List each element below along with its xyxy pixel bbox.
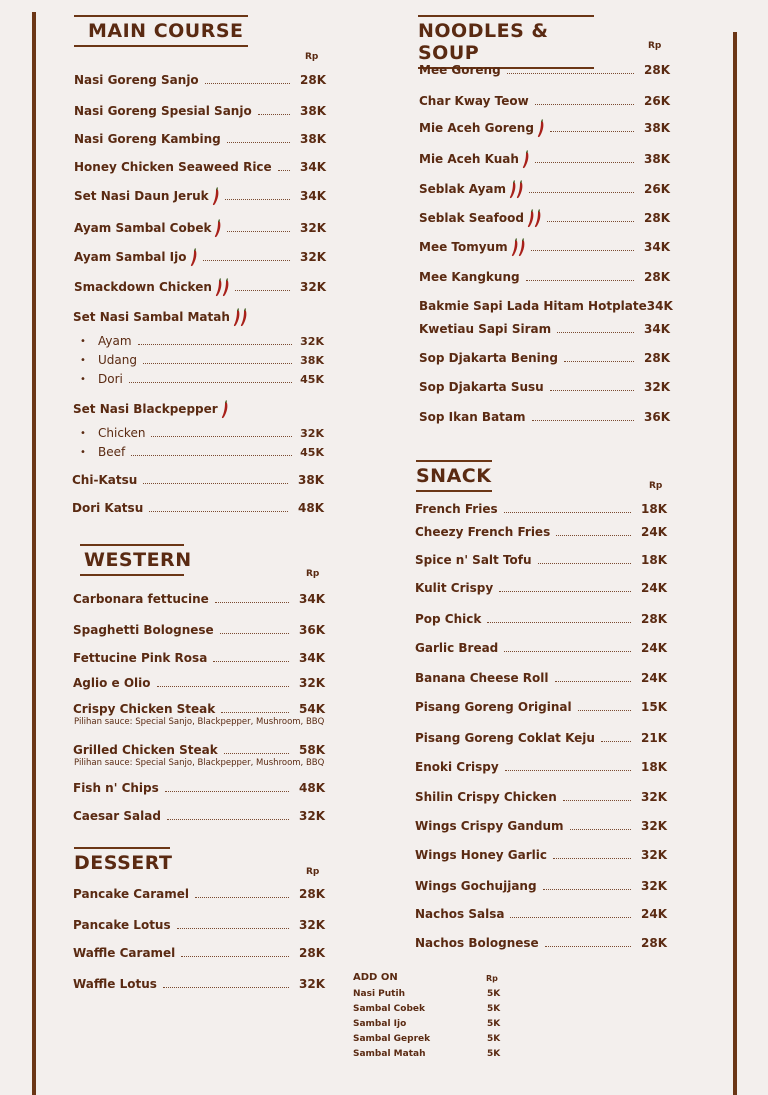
dot-leader xyxy=(504,512,631,513)
menu-item-name: Bakmie Sapi Lada Hitam Hotplate xyxy=(419,299,647,313)
menu-item-price: 34K xyxy=(646,299,673,313)
menu-item xyxy=(415,552,667,568)
chili-icon xyxy=(222,278,230,297)
dot-leader xyxy=(203,260,290,261)
menu-item xyxy=(73,917,325,933)
menu-item-name: Nasi Goreng Kambing xyxy=(74,132,221,146)
menu-item xyxy=(72,472,324,488)
menu-item xyxy=(415,759,667,775)
option-item xyxy=(80,372,324,386)
dot-leader xyxy=(258,114,290,115)
menu-item-price: 15K xyxy=(641,700,667,714)
chili-icon xyxy=(522,150,530,169)
dot-leader xyxy=(578,710,631,711)
dot-leader xyxy=(131,455,292,456)
menu-item xyxy=(73,945,325,961)
menu-item-price: 28K xyxy=(300,73,326,87)
chili-icon xyxy=(240,308,248,327)
option-item xyxy=(80,445,324,459)
option-name: Udang xyxy=(98,353,137,367)
spicy-indicator xyxy=(537,119,544,138)
bullet-icon: • xyxy=(80,427,86,439)
menu-item-name: Honey Chicken Seaweed Rice xyxy=(74,160,272,174)
menu-item-price: 28K xyxy=(299,946,325,960)
menu-item-price: 34K xyxy=(300,160,326,174)
dot-leader xyxy=(224,753,289,754)
addon-item-name: Sambal Cobek xyxy=(353,1004,425,1014)
menu-item xyxy=(419,120,670,136)
menu-item xyxy=(415,580,667,596)
menu-item-price: 18K xyxy=(641,553,667,567)
menu-item-price: 32K xyxy=(299,809,325,823)
dot-leader xyxy=(165,791,289,792)
addon-item-name: Sambal Geprek xyxy=(353,1034,431,1044)
menu-item xyxy=(415,640,667,656)
menu-item xyxy=(419,298,673,314)
menu-item xyxy=(419,269,670,285)
dot-leader xyxy=(143,363,292,364)
menu-item-name: Chi-Katsu xyxy=(72,473,138,487)
bullet-icon: • xyxy=(80,446,86,458)
menu-item-price: 34K xyxy=(299,592,325,606)
addon-currency: Rp xyxy=(486,974,498,983)
dot-leader xyxy=(499,591,631,592)
dot-leader xyxy=(129,382,292,383)
dot-leader xyxy=(221,712,289,713)
addon-item-price: 5K xyxy=(487,1019,501,1029)
menu-item xyxy=(73,976,325,992)
menu-item xyxy=(72,500,324,516)
menu-item xyxy=(73,742,325,758)
spicy-indicator xyxy=(511,238,525,257)
menu-item xyxy=(419,239,670,255)
dot-leader xyxy=(227,231,290,232)
main-course-heading: MAIN COURSE xyxy=(74,15,248,47)
menu-item-name: Mee Tomyum xyxy=(419,240,508,254)
menu-item xyxy=(73,886,325,902)
menu-item-price: 32K xyxy=(641,848,667,862)
menu-item xyxy=(415,935,667,951)
menu-item-price: 34K xyxy=(300,189,326,203)
menu-item-name: Pisang Goreng Original xyxy=(415,700,572,714)
menu-item-name: Sop Djakarta Susu xyxy=(419,380,544,394)
menu-item-price: 38K xyxy=(298,473,324,487)
dot-leader xyxy=(235,290,290,291)
menu-item-price: 32K xyxy=(299,977,325,991)
dot-leader xyxy=(601,741,631,742)
chili-icon xyxy=(518,238,526,257)
menu-item-name: Ayam Sambal Cobek xyxy=(74,221,212,235)
option-price: 45K xyxy=(300,445,324,459)
menu-item xyxy=(74,131,326,147)
dot-leader xyxy=(215,602,289,603)
dot-leader xyxy=(531,250,634,251)
menu-item xyxy=(419,350,670,366)
menu-item-price: 32K xyxy=(644,380,670,394)
menu-item-price: 28K xyxy=(644,63,670,77)
option-name: Dori xyxy=(98,372,123,386)
option-price: 38K xyxy=(300,353,324,367)
menu-item-name: Set Nasi Daun Jeruk xyxy=(74,189,209,203)
addon-item-price: 5K xyxy=(487,1004,501,1014)
menu-item-name: Aglio e Olio xyxy=(73,676,151,690)
menu-item-price: 24K xyxy=(641,581,667,595)
menu-item-price: 28K xyxy=(644,211,670,225)
menu-item-price: 26K xyxy=(644,94,670,108)
menu-item-name: Mie Aceh Goreng xyxy=(419,121,534,135)
menu-item xyxy=(73,309,253,325)
menu-item-name: Char Kway Teow xyxy=(419,94,529,108)
dot-leader xyxy=(213,661,289,662)
menu-item-price: 24K xyxy=(641,641,667,655)
addon-item-price: 5K xyxy=(487,1049,501,1059)
bullet-icon: • xyxy=(80,335,86,347)
dot-leader xyxy=(563,800,631,801)
menu-item xyxy=(419,93,670,109)
dot-leader xyxy=(205,83,290,84)
menu-item-price: 34K xyxy=(644,322,670,336)
snack-heading: SNACK xyxy=(416,460,492,492)
spicy-indicator xyxy=(221,400,228,419)
menu-item xyxy=(415,730,667,746)
dot-leader xyxy=(504,651,631,652)
menu-item-name: Nachos Bolognese xyxy=(415,936,539,950)
menu-item-price: 24K xyxy=(641,525,667,539)
addon-item-price: 5K xyxy=(487,1034,501,1044)
menu-item-name: Banana Cheese Roll xyxy=(415,671,549,685)
menu-item-name: Kwetiau Sapi Siram xyxy=(419,322,552,336)
addon-heading: ADD ON xyxy=(353,972,398,983)
menu-item-price: 24K xyxy=(641,671,667,685)
menu-item-price: 28K xyxy=(641,936,667,950)
menu-item-price: 28K xyxy=(644,270,670,284)
dot-leader xyxy=(220,633,289,634)
menu-item xyxy=(73,650,325,666)
menu-item xyxy=(415,670,667,686)
menu-item xyxy=(415,906,667,922)
addon-item-name: Nasi Putih xyxy=(353,989,405,999)
menu-item-name: Nasi Goreng Sanjo xyxy=(74,73,199,87)
menu-item-name: Enoki Crispy xyxy=(415,760,499,774)
dot-leader xyxy=(557,332,634,333)
option-price: 32K xyxy=(300,334,324,348)
menu-item-price: 32K xyxy=(300,250,326,264)
dot-leader xyxy=(564,361,634,362)
menu-item-price: 18K xyxy=(641,760,667,774)
option-price: 45K xyxy=(300,372,324,386)
dot-leader xyxy=(177,928,289,929)
dot-leader xyxy=(532,420,635,421)
menu-item-price: 32K xyxy=(641,879,667,893)
menu-item xyxy=(73,701,325,717)
spicy-indicator xyxy=(214,219,221,238)
menu-item-name: Cheezy French Fries xyxy=(415,525,551,539)
menu-item-name: Shilin Crispy Chicken xyxy=(415,790,557,804)
chili-icon xyxy=(212,187,220,206)
menu-item-name: Waffle Lotus xyxy=(73,977,157,991)
menu-item xyxy=(74,159,326,175)
menu-item-price: 38K xyxy=(644,121,670,135)
menu-item-name: Caesar Salad xyxy=(73,809,161,823)
dot-leader xyxy=(543,889,631,890)
spicy-indicator xyxy=(215,278,229,297)
dot-leader xyxy=(278,170,290,171)
dot-leader xyxy=(505,770,631,771)
addon-item-price: 5K xyxy=(487,989,501,999)
menu-item-price: 58K xyxy=(299,743,325,757)
bullet-icon: • xyxy=(80,354,86,366)
dot-leader xyxy=(195,897,289,898)
menu-item xyxy=(419,181,670,197)
menu-item-name: Mee Kangkung xyxy=(419,270,520,284)
dot-leader xyxy=(553,858,631,859)
menu-item-price: 38K xyxy=(300,104,326,118)
dot-leader xyxy=(151,436,292,437)
menu-item-price: 38K xyxy=(300,132,326,146)
menu-item-name: Seblak Seafood xyxy=(419,211,524,225)
dessert-currency: Rp xyxy=(306,867,320,877)
dot-leader xyxy=(510,917,631,918)
option-name: Beef xyxy=(98,445,126,459)
menu-item xyxy=(415,611,667,627)
menu-item-price: 24K xyxy=(641,907,667,921)
snack-currency: Rp xyxy=(649,481,663,491)
addon-item-name: Sambal Matah xyxy=(353,1049,426,1059)
menu-item-price: 34K xyxy=(644,240,670,254)
menu-item-name: Grilled Chicken Steak xyxy=(73,743,218,757)
menu-item-name: Set Nasi Blackpepper xyxy=(73,402,218,416)
option-name: Ayam xyxy=(98,334,132,348)
menu-item-price: 48K xyxy=(299,781,325,795)
menu-item-name: Pancake Caramel xyxy=(73,887,189,901)
chili-icon xyxy=(221,400,229,419)
menu-item-name: Fettucine Pink Rosa xyxy=(73,651,208,665)
menu-item-name: Pancake Lotus xyxy=(73,918,171,932)
menu-item-price: 28K xyxy=(299,887,325,901)
dot-leader xyxy=(535,104,634,105)
menu-item xyxy=(73,675,325,691)
chili-icon xyxy=(534,209,542,228)
spicy-indicator xyxy=(233,308,247,327)
menu-item xyxy=(415,878,667,894)
noodles-heading: NOODLES & SOUP xyxy=(418,15,594,69)
menu-item-name: Sop Djakarta Bening xyxy=(419,351,558,365)
menu-item-name: Garlic Bread xyxy=(415,641,499,655)
menu-item-name: Mee Goreng xyxy=(419,63,501,77)
dot-leader xyxy=(545,946,631,947)
dot-leader xyxy=(163,987,289,988)
spicy-indicator xyxy=(522,150,529,169)
menu-item-price: 32K xyxy=(299,676,325,690)
menu-item xyxy=(74,103,326,119)
option-item xyxy=(80,353,324,367)
dot-leader xyxy=(555,681,632,682)
dot-leader xyxy=(550,390,634,391)
spicy-indicator xyxy=(190,248,197,267)
dot-leader xyxy=(487,622,631,623)
dot-leader xyxy=(181,956,289,957)
chili-icon xyxy=(537,119,545,138)
menu-item-name: Pisang Goreng Coklat Keju xyxy=(415,731,595,745)
dot-leader xyxy=(167,819,289,820)
menu-item-name: Fish n' Chips xyxy=(73,781,159,795)
dot-leader xyxy=(227,142,290,143)
dot-leader xyxy=(547,221,634,222)
menu-item xyxy=(73,780,325,796)
menu-item-name: Ayam Sambal Ijo xyxy=(74,250,187,264)
menu-item xyxy=(415,524,667,540)
menu-item-price: 28K xyxy=(641,612,667,626)
menu-item-name: Seblak Ayam xyxy=(419,182,507,196)
right-border-bar xyxy=(733,32,737,1095)
menu-item xyxy=(419,321,670,337)
menu-item-price: 32K xyxy=(641,819,667,833)
menu-item xyxy=(73,591,325,607)
dot-leader xyxy=(538,563,631,564)
menu-item xyxy=(415,501,667,517)
main-course-currency: Rp xyxy=(305,52,319,62)
bullet-icon: • xyxy=(80,373,86,385)
dot-leader xyxy=(556,535,631,536)
dot-leader xyxy=(526,280,634,281)
menu-item-name: Nasi Goreng Spesial Sanjo xyxy=(74,104,252,118)
dot-leader xyxy=(507,73,634,74)
menu-item-name: Kulit Crispy xyxy=(415,581,494,595)
menu-item-name: Wings Honey Garlic xyxy=(415,848,547,862)
western-heading: WESTERN xyxy=(80,544,184,576)
dot-leader xyxy=(157,686,289,687)
menu-item xyxy=(74,249,326,265)
menu-item-price: 21K xyxy=(641,731,667,745)
dessert-heading: DESSERT xyxy=(74,847,170,877)
left-border-bar xyxy=(32,12,36,1095)
menu-item xyxy=(74,188,326,204)
menu-item-price: 38K xyxy=(644,152,670,166)
menu-item xyxy=(73,808,325,824)
addon-item-name: Sambal Ijo xyxy=(353,1019,407,1029)
menu-item xyxy=(419,379,670,395)
menu-item-price: 54K xyxy=(299,702,325,716)
menu-item-name: Carbonara fettucine xyxy=(73,592,209,606)
menu-item xyxy=(74,279,326,295)
dot-leader xyxy=(535,162,634,163)
menu-item xyxy=(419,151,670,167)
menu-item-price: 32K xyxy=(299,918,325,932)
menu-item-price: 32K xyxy=(300,280,326,294)
menu-item-name: Wings Gochujjang xyxy=(415,879,537,893)
chili-icon xyxy=(214,219,222,238)
menu-item-price: 36K xyxy=(299,623,325,637)
menu-item xyxy=(419,409,670,425)
menu-item-name: Wings Crispy Gandum xyxy=(415,819,564,833)
menu-item-name: Spice n' Salt Tofu xyxy=(415,553,532,567)
menu-item xyxy=(415,818,667,834)
menu-item-name: French Fries xyxy=(415,502,498,516)
dot-leader xyxy=(143,483,288,484)
menu-item-price: 34K xyxy=(299,651,325,665)
spicy-indicator xyxy=(212,187,219,206)
menu-item-name: Dori Katsu xyxy=(72,501,144,515)
dot-leader xyxy=(225,199,290,200)
dot-leader xyxy=(149,511,288,512)
menu-item-name: Waffle Caramel xyxy=(73,946,176,960)
menu-item-price: 48K xyxy=(298,501,324,515)
dot-leader xyxy=(570,829,632,830)
dot-leader xyxy=(529,192,634,193)
menu-item-name: Smackdown Chicken xyxy=(74,280,212,294)
spicy-indicator xyxy=(527,209,541,228)
menu-item-price: 28K xyxy=(644,351,670,365)
menu-item-price: 18K xyxy=(641,502,667,516)
option-item xyxy=(80,334,324,348)
option-item xyxy=(80,426,324,440)
sauce-note: Pilihan sauce: Special Sanjo, Blackpepper, Mushroom, BBQ xyxy=(74,717,325,727)
menu-item xyxy=(74,72,326,88)
menu-item xyxy=(73,401,253,417)
menu-item-name: Pop Chick xyxy=(415,612,482,626)
menu-item xyxy=(74,220,326,236)
chili-icon xyxy=(190,248,198,267)
menu-item xyxy=(419,210,670,226)
menu-item-name: Spaghetti Bolognese xyxy=(73,623,214,637)
menu-item-name: Crispy Chicken Steak xyxy=(73,702,216,716)
menu-item-price: 32K xyxy=(641,790,667,804)
menu-item xyxy=(73,622,325,638)
menu-item-price: 36K xyxy=(644,410,670,424)
menu-item xyxy=(415,789,667,805)
menu-item-name: Nachos Salsa xyxy=(415,907,505,921)
sauce-note: Pilihan sauce: Special Sanjo, Blackpepper, Mushroom, BBQ xyxy=(74,758,325,768)
menu-item xyxy=(419,62,670,78)
option-price: 32K xyxy=(300,426,324,440)
noodles-currency: Rp xyxy=(648,41,662,51)
dot-leader xyxy=(138,344,292,345)
chili-icon xyxy=(516,180,524,199)
menu-item-name: Mie Aceh Kuah xyxy=(419,152,519,166)
menu-item xyxy=(415,699,667,715)
menu-item-price: 32K xyxy=(300,221,326,235)
menu-item-price: 26K xyxy=(644,182,670,196)
spicy-indicator xyxy=(509,180,523,199)
menu-item xyxy=(415,847,667,863)
menu-item-name: Set Nasi Sambal Matah xyxy=(73,310,230,324)
option-name: Chicken xyxy=(98,426,146,440)
menu-item-name: Sop Ikan Batam xyxy=(419,410,526,424)
dot-leader xyxy=(550,131,634,132)
western-currency: Rp xyxy=(306,569,320,579)
